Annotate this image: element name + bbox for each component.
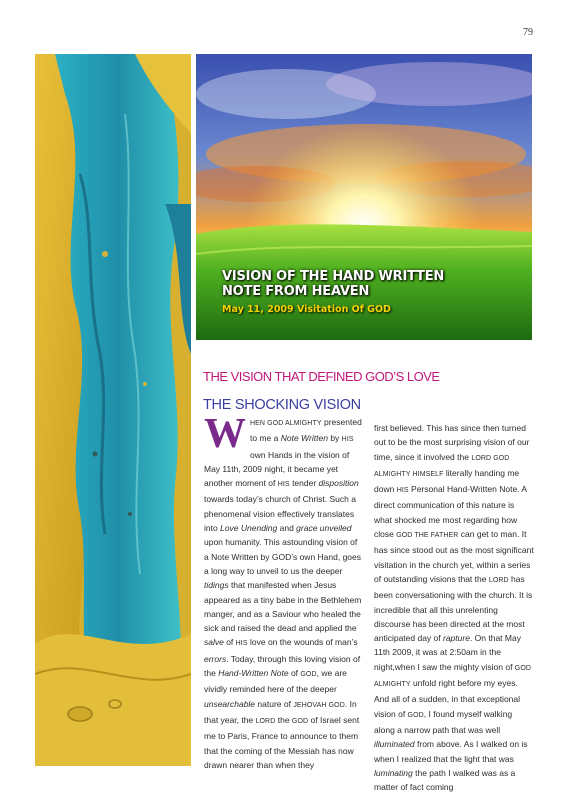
left-text-column <box>204 411 364 772</box>
text-span: nature of <box>255 698 294 709</box>
hero-title-line-2: NOTE FROM HEAVEN <box>222 284 370 299</box>
text-span: own Hands in the vision of May 11th, 2009 night, it became yet another moment of <box>204 449 350 489</box>
text-span: first believed. This has since then turned out to be the most surprising vision of our time, since it involved the <box>374 423 530 462</box>
text-span: rapture <box>443 633 470 644</box>
text-span: Hand-Written Note <box>218 668 289 679</box>
hero-title-line-1: VISION OF THE HAND WRITTEN <box>222 269 445 284</box>
text-span: presented to me a <box>250 417 362 444</box>
text-span: of Israel sent me to Paris, France to announce to them that the coming of the Messiah has now drawn nearer than when they <box>204 714 360 770</box>
text-span: , we are vividly reminded here of the deeper <box>204 668 347 695</box>
sunset-landscape-image <box>196 54 532 340</box>
text-span: HIS <box>396 487 409 495</box>
text-span: disposition <box>318 478 359 489</box>
text-span: . On that May 11th 2009, it was at 2:50am in the night,when I saw the mighty vision of <box>374 633 521 672</box>
text-span: LORD <box>255 717 276 725</box>
right-paragraph <box>374 421 534 794</box>
text-span: by <box>327 433 342 444</box>
text-span: HEN GOD ALMIGHTY <box>250 420 322 427</box>
left-paragraph <box>204 411 364 772</box>
text-span: the <box>275 714 292 725</box>
text-span: from above. As I walked on is when I realized that the light that was <box>374 739 528 764</box>
sub-heading: THE SHOCKING VISION <box>203 397 361 413</box>
text-span: LORD <box>488 576 509 584</box>
text-span: illuminated <box>374 739 415 750</box>
text-span: of <box>223 637 236 648</box>
text-span: HIS <box>341 436 354 444</box>
text-span: unsearchable <box>204 698 256 709</box>
hero-subtitle: May 11, 2009 Visitation Of GOD <box>222 304 391 315</box>
text-span: , I found myself walking along a narrow path that was well <box>374 708 513 735</box>
hero-title <box>222 269 444 299</box>
text-span: and <box>277 523 297 534</box>
section-heading: THE VISION THAT DEFINED GOD’S LOVE <box>203 369 440 384</box>
text-span: towards today’s church of Christ. Such a phenomenal vision effectively translates into <box>204 494 356 534</box>
right-text-column <box>374 421 534 794</box>
text-span: HIS <box>235 640 248 648</box>
text-span: the path I walked was as a matter of fact coming <box>374 767 516 793</box>
text-span: grace unveiled <box>296 523 352 534</box>
text-span: Note Written <box>280 433 328 444</box>
text-span: tidings <box>204 580 229 591</box>
texture-graphic <box>35 54 191 766</box>
text-span: literally handing me down <box>374 467 520 495</box>
text-span: GOD <box>407 711 424 719</box>
text-span: salve <box>204 637 224 648</box>
text-span: Personal Hand-Written Note. A direct communication of this nature is what shocked me most regarding how close <box>374 484 527 540</box>
text-span: love on the wounds of man’s <box>247 637 358 648</box>
text-span: can get to man. It has since stood out as the most significant visitation in the church yet, within a series of outstanding visions that the <box>374 529 534 584</box>
text-span: tender <box>289 478 319 489</box>
text-span: . Today, through this loving vision of the <box>204 653 361 679</box>
text-span: GOD <box>291 717 309 725</box>
text-span: GOD ALMIGHTY <box>374 664 532 689</box>
text-span: upon humanity. This astounding vision of a Note Written by GOD’s own Hand, goes a long way to unveil to us the deeper <box>204 537 362 576</box>
text-span: of <box>288 668 301 679</box>
text-span: that manifested when Jesus appeared as a tiny babe in the Bethlehem manger, and as a Saviour who healed the sick and raised the dead and applied the <box>204 580 362 634</box>
text-span: . In that year, the <box>204 698 357 725</box>
text-span: GOD <box>300 671 317 679</box>
text-span: has been conversationing with the church. It is incredible that all this unrelenting discourse has been directed at the most anticipated day of <box>374 573 533 644</box>
text-span: luminating <box>374 767 413 778</box>
text-span: LORD GOD ALMIGHTY HIMSELF <box>374 454 510 478</box>
text-span: unfold right before my eyes. And all of a sudden, in that exceptional vision of <box>374 678 521 719</box>
text-span: HIS <box>277 481 290 489</box>
text-span: Love Unending <box>220 523 278 534</box>
text-span: errors <box>204 653 227 664</box>
text-span: GOD THE FATHER <box>396 532 459 540</box>
text-span: JEHOVAH GOD <box>293 701 345 709</box>
painted-texture-image <box>35 54 191 766</box>
drop-cap: W <box>204 411 246 457</box>
page-number: 79 <box>523 27 533 38</box>
